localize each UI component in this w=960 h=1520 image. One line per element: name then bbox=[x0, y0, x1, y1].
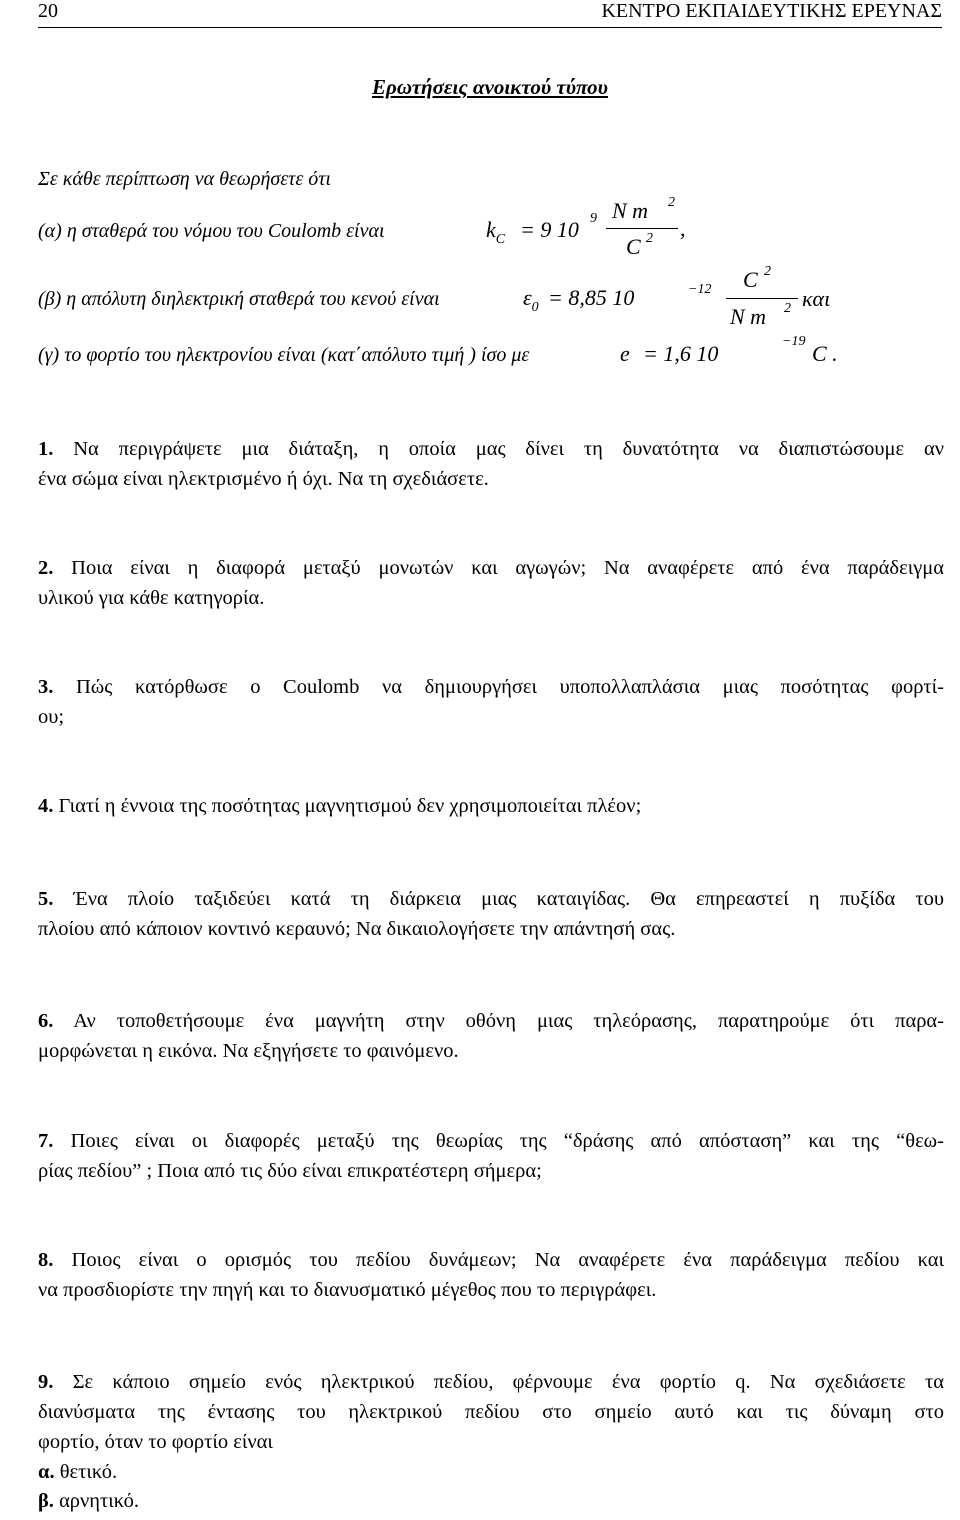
option-label: α. bbox=[38, 1461, 55, 1483]
constant-b-numerator: C bbox=[743, 267, 758, 292]
constant-c-exponent: −19 bbox=[782, 334, 806, 349]
constant-c-symbol: e bbox=[620, 341, 630, 366]
constant-b-exponent: −12 bbox=[688, 282, 712, 297]
constant-b-fraction-line bbox=[726, 298, 798, 299]
question-number: 8. bbox=[38, 1249, 54, 1271]
constant-a-value: = 9 10 bbox=[520, 217, 579, 242]
constant-a-denominator-exp: 2 bbox=[646, 231, 653, 246]
question-3: 3. Πώς κατόρθωσε ο Coulomb να δημιουργήσει υποπολλαπλάσια μιας ποσότητας φορτί- ου; bbox=[38, 676, 944, 728]
constant-b-value: = 8,85 10 bbox=[548, 285, 635, 310]
page-number: 20 bbox=[38, 0, 58, 22]
question-9: 9. Σε κάποιο σημείο ενός ηλεκτρικού πεδίου, φέρνουμε ένα φορτίο q. Να σχεδιάσετε τα διανύσματα της έντασης του ηλεκτρικού πεδίου στο σημείο αυτό και τις δύναμη στο φορτίο, όταν το φορτίο είναι bbox=[38, 1371, 944, 1453]
constant-a-exponent: 9 bbox=[590, 211, 597, 226]
option-b: β. αρνητικό. bbox=[38, 1490, 140, 1512]
question-number: 3. bbox=[38, 676, 54, 698]
question-number: 4. bbox=[38, 795, 54, 817]
constant-b-symbol: $\varepsilon_0$ bbox=[523, 285, 539, 315]
question-5: 5. Ένα πλοίο ταξιδεύει κατά τη διάρκεια μιας καταιγίδας. Θα επηρεαστεί η πυξίδα του πλοίου από κάποιον κοντινό κεραυνό; Να δικαιολογήσετε την απάντησή σας. bbox=[38, 888, 945, 940]
constant-b-text: (β) η απόλυτη διηλεκτρική σταθερά του κενού είναι bbox=[38, 288, 440, 310]
constant-a-numerator-exp: 2 bbox=[668, 195, 675, 210]
constant-b-denominator-exp: 2 bbox=[784, 301, 791, 316]
question-number: 2. bbox=[38, 557, 54, 579]
question-number: 7. bbox=[38, 1130, 54, 1152]
constant-c-value: = 1,6 10 bbox=[643, 341, 719, 366]
constant-b-denominator: N m bbox=[730, 304, 767, 329]
constant-b-trail: και bbox=[802, 286, 831, 311]
header-rule bbox=[38, 27, 942, 28]
constants-intro: Σε κάθε περίπτωση να θεωρήσετε ότι bbox=[38, 168, 331, 190]
constant-a-symbol: $k_C$ bbox=[486, 217, 506, 247]
question-number: 5. bbox=[38, 888, 54, 910]
question-4: 4. Γιατί η έννοια της ποσότητας μαγνητισμού δεν χρησιμοποιείται πλέον; bbox=[38, 795, 642, 817]
constant-a-denominator: C bbox=[626, 234, 641, 259]
running-header: ΚΕΝΤΡΟ ΕΚΠΑΙΔΕΥΤΙΚΗΣ ΕΡΕΥΝΑΣ bbox=[601, 0, 942, 22]
question-1: 1. Να περιγράψετε μια διάταξη, η οποία μας δίνει τη δυνατότητα να διαπιστώσουμε αν ένα σώμα είναι ηλεκτρισμένο ή όχι. Να τη σχεδιάσετε. bbox=[38, 438, 944, 490]
question-2: 2. Ποια είναι η διαφορά μεταξύ μονωτών και αγωγών; Να αναφέρετε από ένα παράδειγμα υλικού για κάθε κατηγορία. bbox=[38, 557, 944, 609]
constant-c-unit: C . bbox=[812, 341, 838, 366]
constant-a-numerator: N m bbox=[612, 198, 649, 223]
question-7: 7. Ποιες είναι οι διαφορές μεταξύ της θεωρίας της “δράσης από απόσταση” και της “θεω- ρίας πεδίου” ; Ποια από τις δύο είναι επικρατέστερη σήμερα; bbox=[38, 1130, 944, 1182]
option-label: β. bbox=[38, 1490, 54, 1512]
question-6: 6. Αν τοποθετήσουμε ένα μαγνήτη στην οθόνη μιας τηλεόρασης, παρατηρούμε ότι παρα- μορφώνεται η εικόνα. Να εξηγήσετε το φαινόμενο. bbox=[38, 1010, 944, 1062]
question-number: 1. bbox=[38, 438, 54, 460]
constant-a-trail: , bbox=[680, 216, 686, 241]
question-number: 6. bbox=[38, 1010, 54, 1032]
constant-a-text: (α) η σταθερά του νόμου του Coulomb είναι bbox=[38, 220, 385, 242]
section-title: Ερωτήσεις ανοικτού τύπου bbox=[372, 75, 608, 99]
constant-a-fraction-line bbox=[606, 228, 678, 229]
question-8: 8. Ποιος είναι ο ορισμός του πεδίου δυνάμεων; Να αναφέρετε ένα παράδειγμα πεδίου και να προσδιορίστε την πηγή και το διανυσματικό μέγεθος που το περιγράφει. bbox=[38, 1249, 945, 1301]
question-number: 9. bbox=[38, 1371, 54, 1393]
constant-c-text: (γ) το φορτίο του ηλεκτρονίου είναι (κατ΄απόλυτο τιμή ) ίσο με bbox=[38, 344, 530, 366]
constant-b-numerator-exp: 2 bbox=[764, 264, 771, 279]
option-a: α. θετικό. bbox=[38, 1461, 118, 1483]
